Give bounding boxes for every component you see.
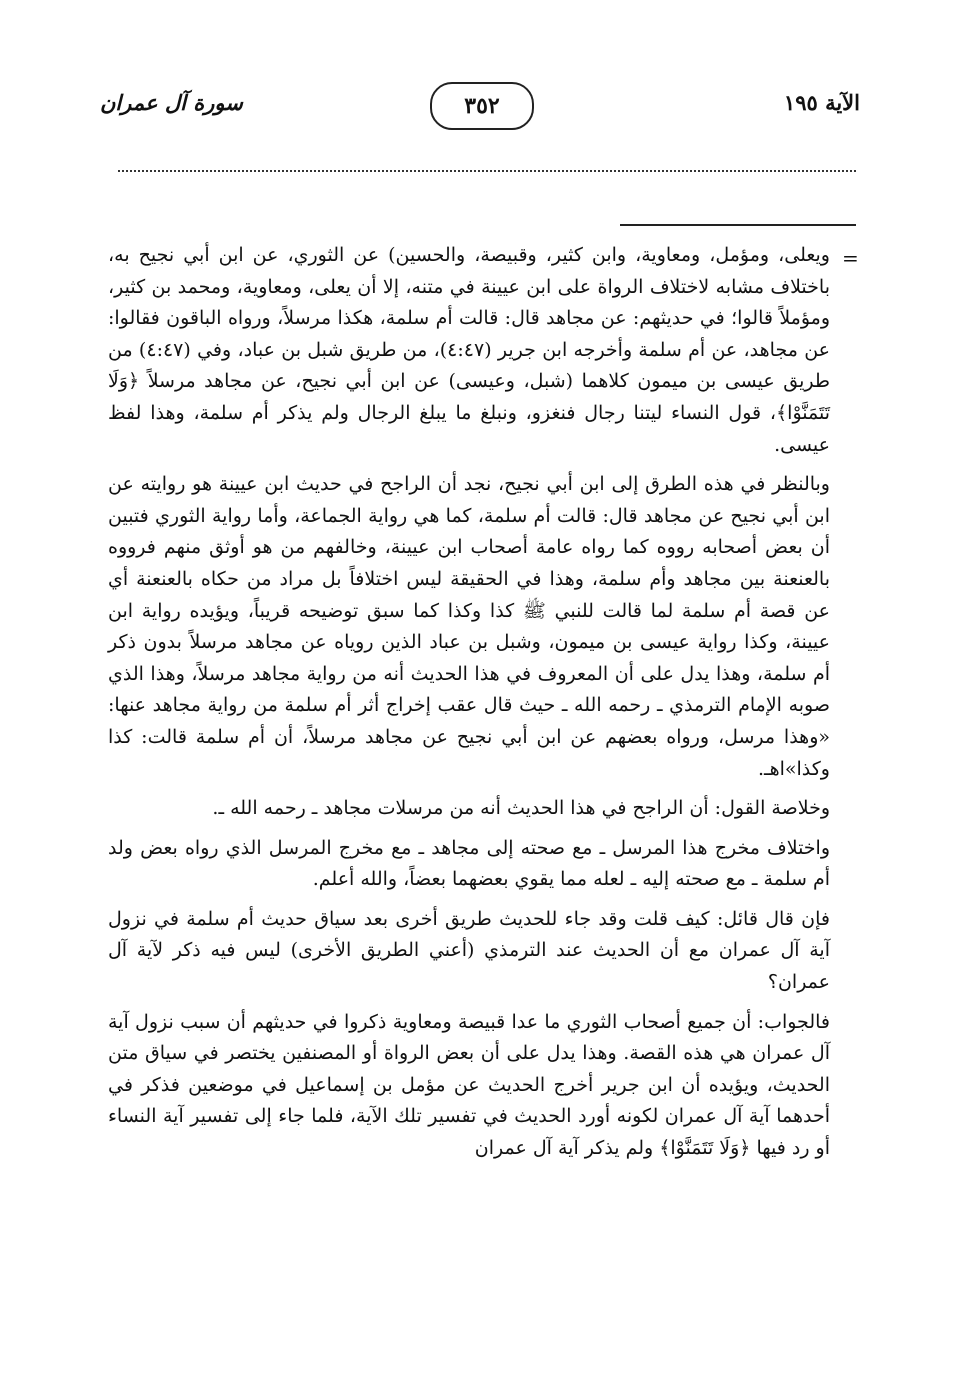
footnote-paragraph: واختلاف مخرج هذا المرسل ـ مع صحته إلى مجاهد ـ مع مخرج المرسل الذي رواه بعض ولد أم سلمة ـ مع صحته إليه ـ لعله مما يقوي بعضهما بعضاً، والله أعلم. xyxy=(108,836,830,891)
footnote-paragraph: فإن قال قائل: كيف قلت وقد جاء للحديث طريق أخرى بعد سياق حديث أم سلمة في نزول آية آل عمران مع أن الحديث عند الترمذي (أعني الطريق الأخرى) ليس فيه ذكر لآية آل عمران؟ xyxy=(108,907,830,994)
surah-name: سورة آل عمران xyxy=(100,90,243,115)
footnote-text xyxy=(108,240,830,1173)
page-number: ٣٥٢ xyxy=(464,93,500,119)
verse-label: الآية ١٩٥ xyxy=(783,90,860,115)
footnote-paragraph: فالجواب: أن جميع أصحاب الثوري ما عدا قبيصة ومعاوية ذكروا في حديثهم أن سبب نزول آية آل عمران هي هذه القصة. وهذا يدل على أن بعض الرواة أو المصنفين يختصر في سياق متن الحديث، ويؤيده أن ابن جرير أخرج الحديث عن مؤمل بن إسماعيل في موضعين فذكر في أحدهما آية آل عمران لكونه أورد الحديث في تفسير تلك الآية، فلما جاء إلى تفسير آية النساء أو رد فيها ﴿وَلَا تَتَمَنَّوْا﴾ ولم يذكر آية آل عمران xyxy=(108,1010,830,1160)
footnote-continuation-mark: = xyxy=(842,246,859,270)
footnote-paragraph: ويعلى، ومؤمل، ومعاوية، وابن كثير، وقبيصة، والحسين) عن الثوري، عن ابن أبي نجيح به، باختلاف مشابه لاختلاف الرواة على ابن عيينة في متنه، إلا أن يعلى، ومعاوية، ومحمد بن كثير، ومؤملاً قالوا؛ في حديثهم: عن مجاهد قال: قالت أم سلمة، هكذا مرسلاً، ورواه الباقون فقالوا: عن مجاهد، عن أم سلمة وأخرجه ابن جرير (٤:٤٧)، من طريق شبل بن عباد، وفي (٤:٤٧) من طريق عيسى بن ميمون كلاهما (شبل، وعيسى) عن ابن أبي نجيح، عن مجاهد مرسلاً ﴿وَلَا تَتَمَنَّوْا﴾، قول النساء ليتنا رجال فنغزو، ونبلغ ما يبلغ الرجال ولم يذكر أم سلمة، وهذا لفظ عيسى. xyxy=(108,244,831,456)
footnote-paragraph: وبالنظر في هذه الطرق إلى ابن أبي نجيح، نجد أن الراجح في حديث ابن عيينة هو روايته عن ابن أبي نجيح عن مجاهد قال: قالت أم سلمة، كما هي رواية الجماعة، وأما رواية الثوري فتبين أن بعض أصحابه رووه كما رواه عامة أصحاب ابن عيينة، وخالفهم من هو أوثق منهم فرووه بالعنعنة بين مجاهد وأم سلمة، وهذا في الحقيقة ليس اختلافاً بل مراد من حكاه بالعنعنة أي عن قصة أم سلمة لما قالت للنبي ﷺ كذا وكذا كما سبق توضيحه قريباً، ويؤيده رواية ابن عيينة، وكذا رواية عيسى بن ميمون، وشبل بن عباد الذين روياه عن مجاهد مرسلاً بدون ذكر أم سلمة، وهذا يدل على أن المعروف في هذا الحديث أنه من رواية مجاهد مرسلاً، وهذا الذي صوبه الإمام الترمذي ـ رحمه الله ـ حيث قال عقب إخراج أثر أم سلمة من رواية مجاهد عنها: «وهذا مرسل، ورواه بعضهم عن ابن أبي نجيح عن مجاهد مرسلاً، أن أم سلمة قالت: كذا وكذا»اهـ. xyxy=(108,473,830,780)
main-text-dotted-separator xyxy=(118,170,856,172)
page-number-frame xyxy=(430,82,534,130)
footnote-separator xyxy=(620,224,856,226)
page-header xyxy=(100,82,860,134)
footnote-paragraph: وخلاصة القول: أن الراجح في هذا الحديث أنه من مرسلات مجاهد ـ رحمه الله ـ. xyxy=(212,797,830,820)
